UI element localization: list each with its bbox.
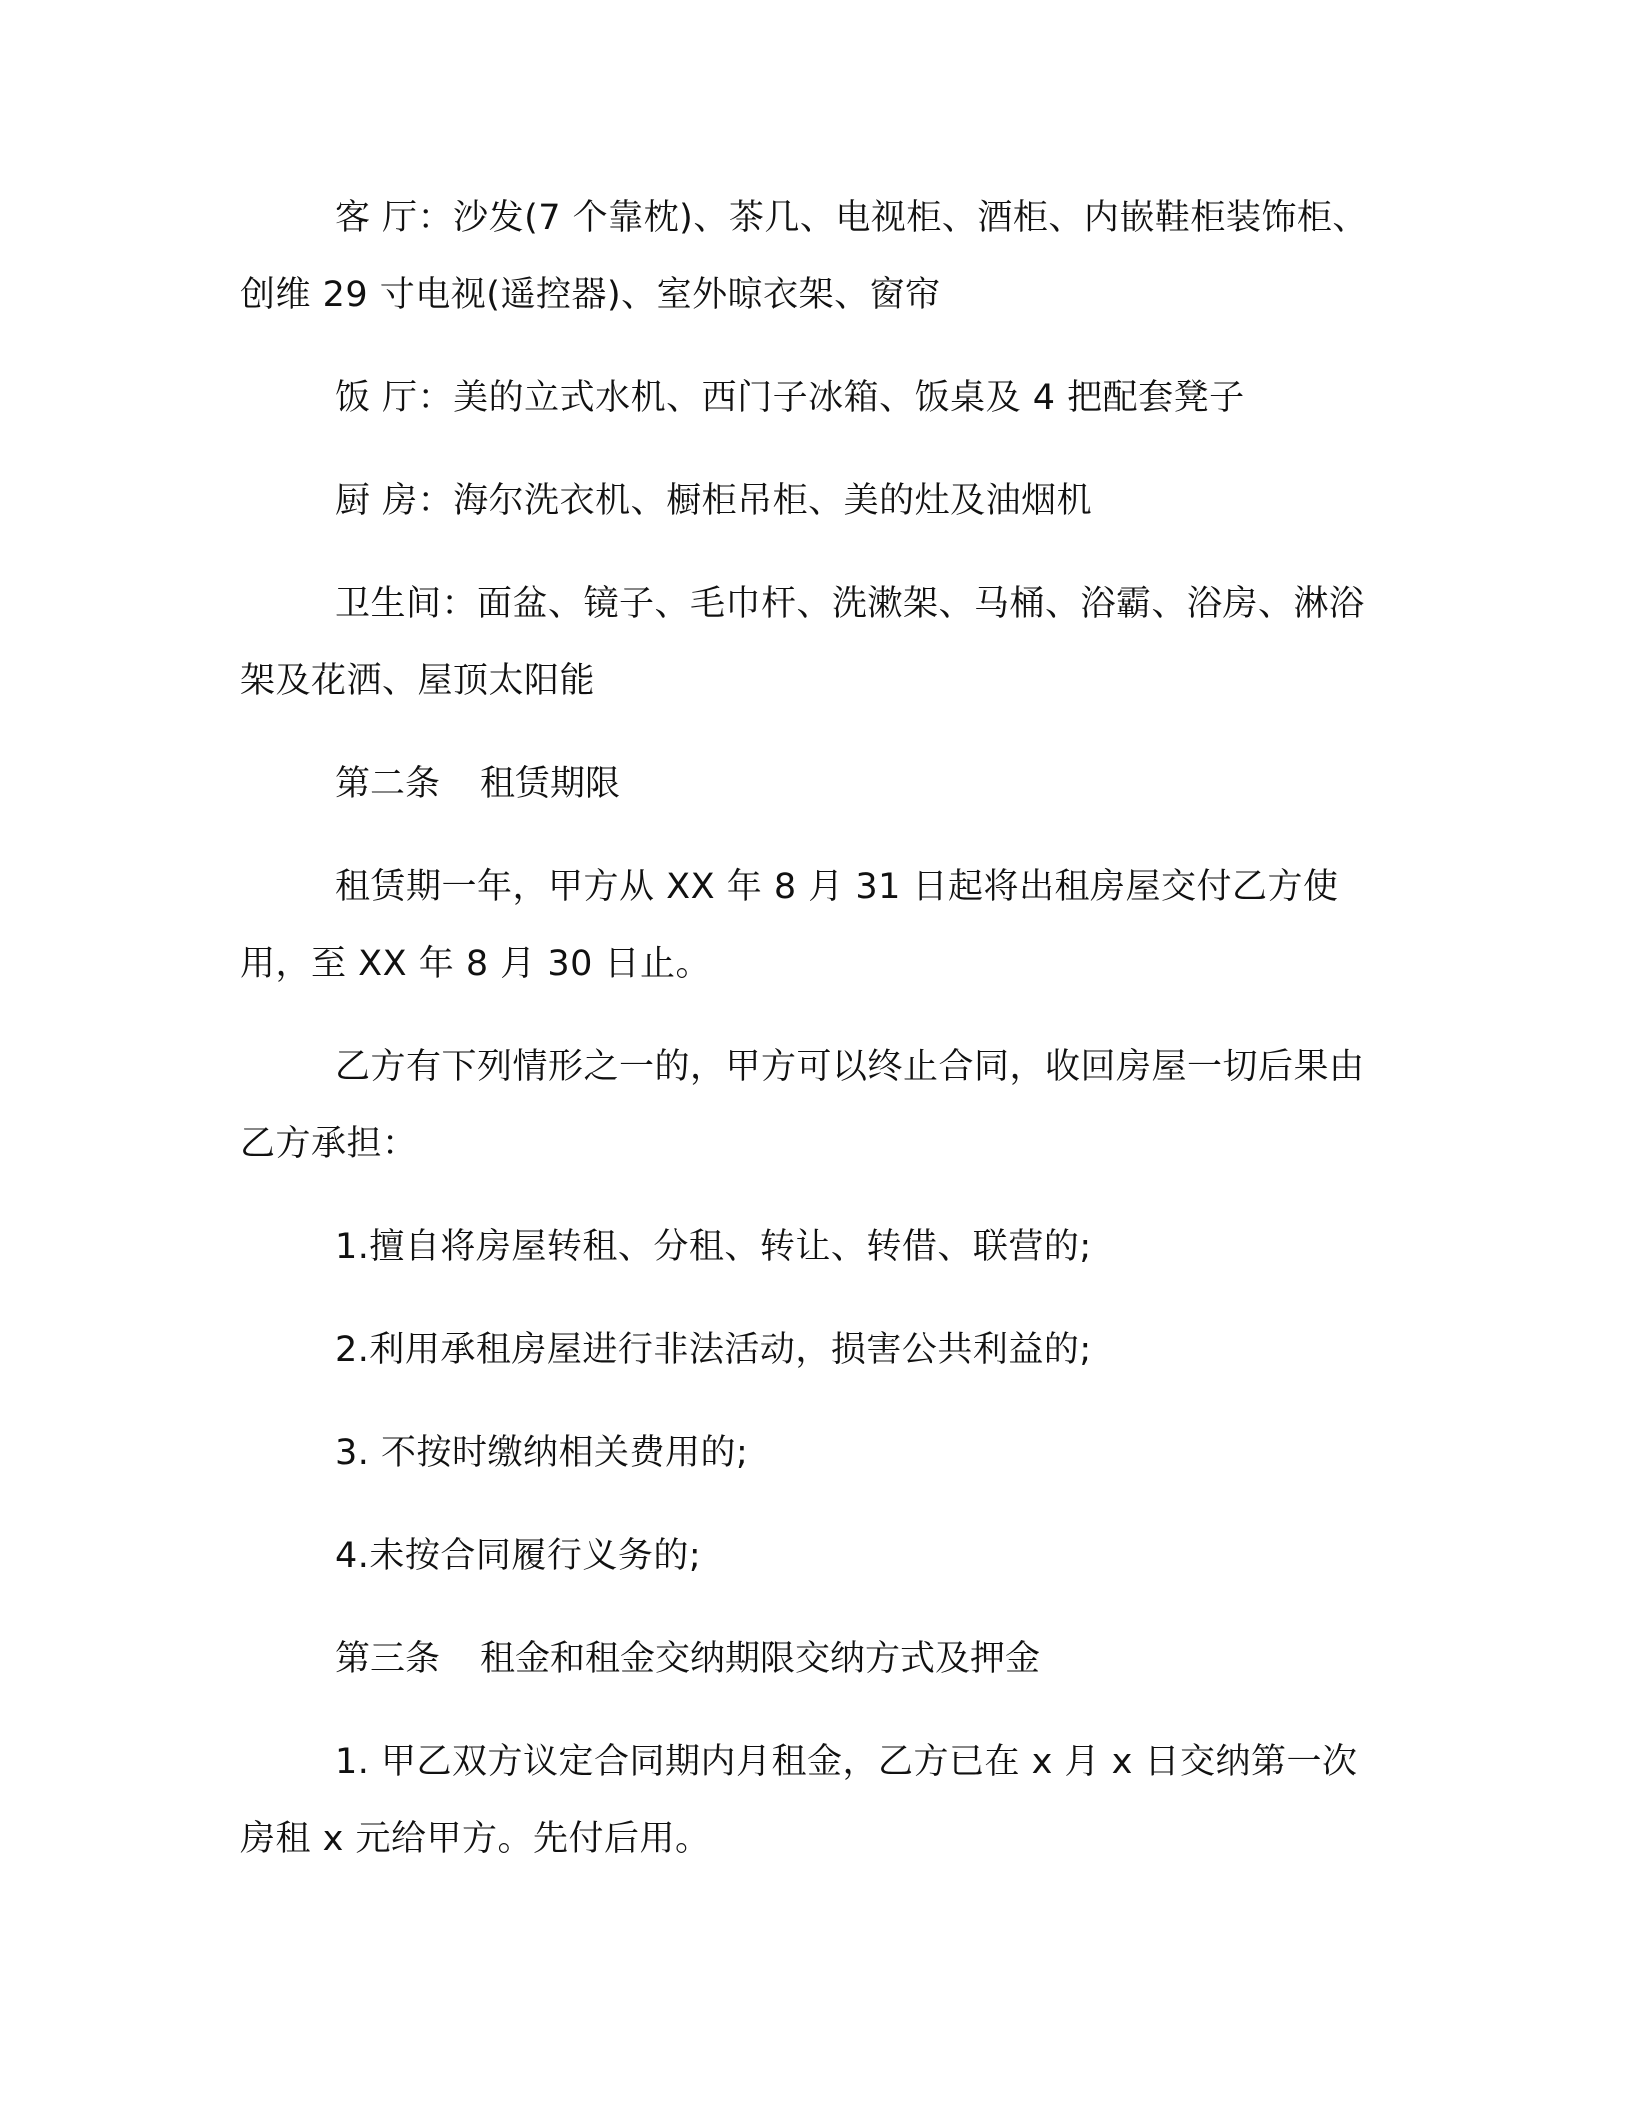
list-item-3: 3. 不按时缴纳相关费用的; — [335, 1433, 749, 1473]
paragraph-bathroom: 卫生间：面盆、镜子、毛巾杆、洗漱架、马桶、浴霸、浴房、淋浴架及花洒、屋顶太阳能 — [240, 584, 1365, 701]
list-item-4: 4.未按合同履行义务的; — [335, 1536, 702, 1576]
article-3-number: 第三条 — [335, 1639, 441, 1679]
list-item-1: 1.擅自将房屋转租、分租、转让、转借、联营的; — [335, 1227, 1092, 1267]
article-2-number: 第二条 — [335, 764, 441, 804]
paragraph-dining-room: 饭 厅：美的立式水机、西门子冰箱、饭桌及 4 把配套凳子 — [335, 378, 1245, 418]
article-3-heading — [335, 1621, 1040, 1698]
paragraph-termination-intro: 乙方有下列情形之一的，甲方可以终止合同，收回房屋一切后果由乙方承担： — [240, 1047, 1365, 1164]
paragraph-kitchen: 厨 房：海尔洗衣机、橱柜吊柜、美的灶及油烟机 — [335, 481, 1093, 521]
article-2-title: 租赁期限 — [480, 764, 621, 804]
list-item-2: 2.利用承租房屋进行非法活动，损害公共利益的; — [335, 1330, 1092, 1370]
paragraph-living-room: 客 厅：沙发(7 个靠枕)、茶几、电视柜、酒柜、内嵌鞋柜装饰柜、创维 29 寸电视(遥控器)、室外晾衣架、窗帘 — [240, 198, 1368, 315]
paragraph-lease-term: 租赁期一年，甲方从 XX 年 8 月 31 日起将出租房屋交付乙方使用，至 XX 年 8 月 30 日止。 — [240, 867, 1339, 984]
article-3-title: 租金和租金交纳期限交纳方式及押金 — [480, 1639, 1041, 1679]
article-2-heading — [335, 746, 620, 823]
paragraph-rent-item-1: 1. 甲乙双方议定合同期内月租金，乙方已在 x 月 x 日交纳第一次房租 x 元给甲方。先付后用。 — [240, 1742, 1358, 1859]
